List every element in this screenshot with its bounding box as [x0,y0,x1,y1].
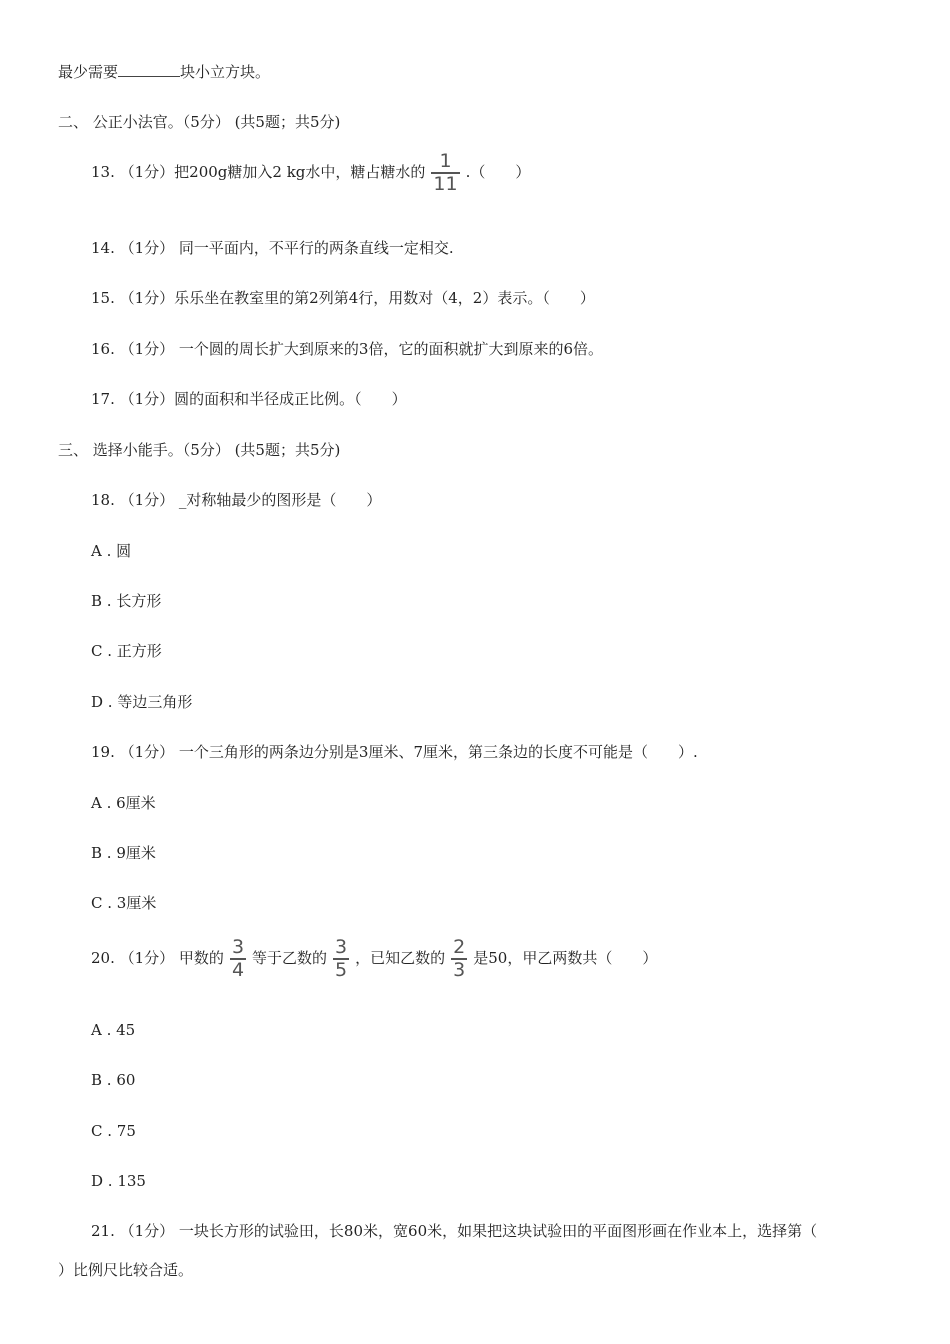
fraction-numerator: 3 [231,936,245,958]
section-2-title: 二、 公正小法官。（5分） (共5题；共5分) [58,113,341,131]
question-13 [91,150,531,195]
q20-option-c[interactable]: C . 75 [91,1122,136,1140]
fraction-denominator: 5 [335,959,348,981]
question-20-part2: 等于乙数的 [252,949,328,967]
question-20-part4: 是50，甲乙两数共（ ） [473,949,658,967]
q18-option-a[interactable]: A . 圆 [91,542,132,560]
fraction-numerator: 3 [335,936,348,958]
fraction-1-11 [431,152,459,194]
q18-option-b[interactable]: B . 长方形 [91,592,162,610]
question-14: 14. （1分） 同一平面内，不平行的两条直线一定相交. [91,239,454,257]
fraction-numerator: 1 [439,150,452,172]
q19-option-b[interactable]: B . 9厘米 [91,844,156,862]
fraction-3-4 [230,938,246,980]
q20-option-d[interactable]: D . 135 [91,1172,146,1190]
question-18: 18. （1分） _对称轴最少的图形是（ ） [91,491,382,509]
question-20 [91,936,657,980]
fraction-2-3 [451,938,467,980]
question-21-line1: 21. （1分） 一块长方形的试验田，长80米，宽60米，如果把这块试验田的平面图形画在作业本上，选择第（ [91,1222,818,1240]
question-13-text: 13. （1分）把200g糖加入2 kg水中，糖占糖水的 [91,163,426,181]
question-19: 19. （1分） 一个三角形的两条边分别是3厘米、7厘米，第三条边的长度不可能是（ ）. [91,743,698,761]
answer-blank[interactable] [118,62,180,77]
q19-option-a[interactable]: A . 6厘米 [91,794,156,812]
fraction-denominator: 4 [231,959,245,981]
intro-prefix: 最少需要 [58,63,119,81]
question-15: 15. （1分）乐乐坐在教室里的第2列第4行，用数对（4，2）表示。（ ） [91,289,595,307]
intro-suffix: 块小立方块。 [180,63,271,81]
question-20-part3: ，已知乙数的 [355,949,446,967]
section-3-title: 三、 选择小能手。（5分） (共5题；共5分) [58,441,341,459]
question-17: 17. （1分）圆的面积和半径成正比例。（ ） [91,390,407,408]
question-20-part1: 20. （1分） 甲数的 [91,949,224,967]
question-21-line2: ）比例尺比较合适。 [58,1261,194,1279]
q20-option-a[interactable]: A . 45 [91,1021,136,1039]
q18-option-c[interactable]: C . 正方形 [91,642,162,660]
q20-option-b[interactable]: B . 60 [91,1071,136,1089]
intro-line [58,62,270,82]
q18-option-d[interactable]: D . 等边三角形 [91,693,193,711]
fraction-denominator: 3 [453,959,466,981]
question-16: 16. （1分） 一个圆的周长扩大到原来的3倍，它的面积就扩大到原来的6倍。 [91,340,604,358]
fraction-numerator: 2 [453,936,466,958]
fraction-3-5 [333,938,349,980]
fraction-denominator: 11 [433,173,458,195]
q19-option-c[interactable]: C . 3厘米 [91,894,157,912]
question-13-tail: .（ ） [465,163,531,181]
